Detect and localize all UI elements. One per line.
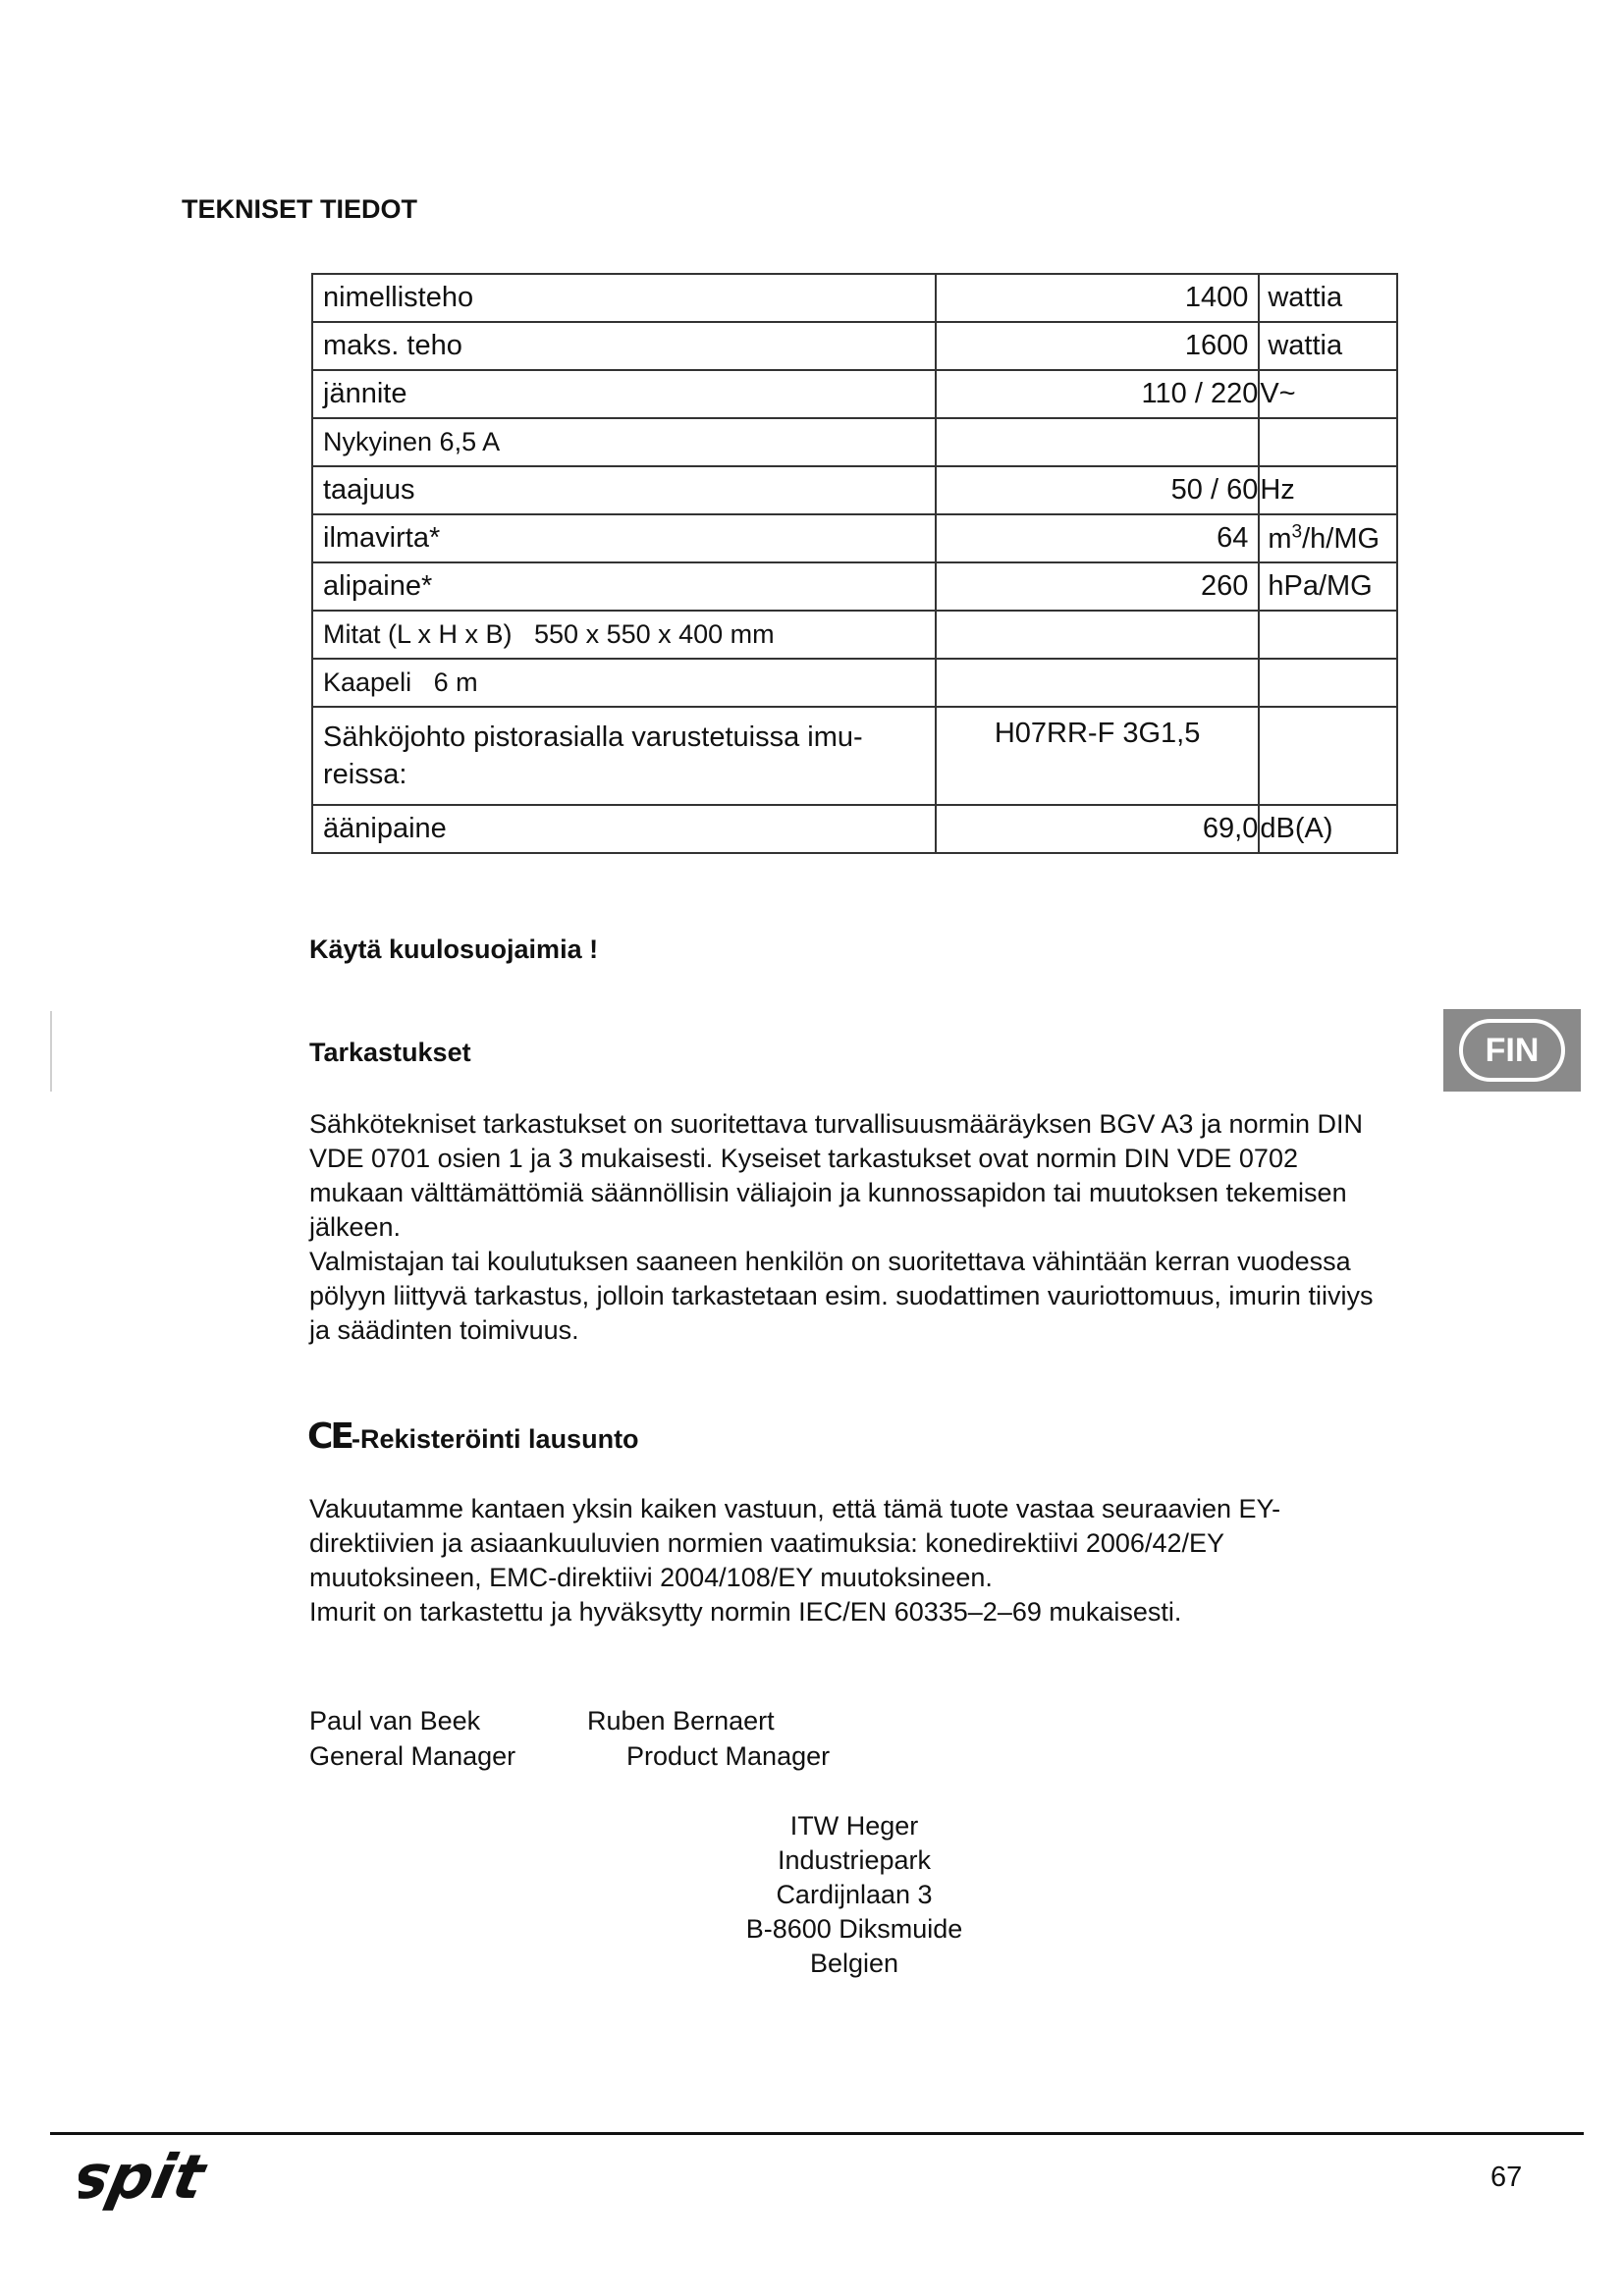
spec-value: 50 / 60 — [936, 466, 1259, 514]
spec-table — [311, 273, 1398, 854]
inspections-text-2: Valmistajan tai koulutuksen saaneen henkilön on suoritettava vähintään kerran vuodessa pölyyn liittyvä tarkastus, jolloin tarkastetaan esim. suodattimen vauriottomuus, imurin tiiviys ja säädinten toimivuus. — [309, 1247, 1374, 1345]
spec-row — [312, 370, 1397, 418]
address-line: Industriepark — [777, 1845, 932, 1875]
hearing-protection-warning: Käytä kuulosuojaimia ! — [309, 934, 599, 964]
spec-row — [312, 514, 1397, 562]
inspections-paragraph — [309, 1107, 1399, 1348]
spec-unit: dB(A) — [1259, 805, 1397, 853]
inspections-text-1: Sähkötekniset tarkastukset on suoritettava turvallisuusmääräyksen BGV A3 ja normin DIN VDE 0701 osien 1 ja 3 mukaisesti. Kyseiset tarkastukset ovat normin DIN VDE 0702 mukaan välttämättömiä säännöllisin väliajoin ja kunnossapidon tai muutoksen tekemisen jälkeen. — [309, 1109, 1363, 1242]
spec-row — [312, 466, 1397, 514]
spec-row — [312, 611, 1397, 659]
spec-label: nimellisteho — [312, 274, 936, 322]
page-number: 67 — [1490, 2162, 1523, 2193]
spec-label: maks. teho — [312, 322, 936, 370]
margin-mark — [50, 1011, 52, 1092]
address-line: B-8600 Diksmuide — [745, 1914, 963, 1944]
spec-unit: hPa/MG — [1259, 562, 1397, 611]
signatory-2-name: Ruben Bernaert — [587, 1706, 775, 1735]
ce-mark-icon: CE — [307, 1416, 352, 1457]
spec-value: 110 / 220 — [936, 370, 1259, 418]
brand-name: spit — [79, 2145, 211, 2213]
spec-row — [312, 659, 1397, 707]
spec-value — [936, 418, 1259, 466]
language-tab-label: FIN — [1459, 1019, 1565, 1082]
spec-unit — [1259, 707, 1397, 805]
spec-label: Mitat (L x H x B) 550 x 550 x 400 mm — [312, 611, 936, 659]
spit-logo-icon — [79, 2145, 216, 2218]
footer-divider — [50, 2132, 1584, 2135]
spec-value: 64 — [936, 514, 1259, 562]
spec-label: ilmavirta* — [312, 514, 936, 562]
spec-unit: Hz — [1259, 466, 1397, 514]
language-tab — [1443, 1009, 1581, 1092]
address-line: Belgien — [809, 1949, 899, 1978]
signatory-2-title: Product Manager — [626, 1741, 831, 1771]
spec-unit — [1259, 611, 1397, 659]
spec-unit: wattia — [1259, 322, 1397, 370]
declaration-title-text: -Rekisteröinti lausunto — [352, 1424, 639, 1454]
inspections-title: Tarkastukset — [309, 1038, 471, 1067]
section-title: TEKNISET TIEDOT — [182, 194, 418, 224]
spec-unit — [1259, 514, 1397, 562]
spec-label: äänipaine — [312, 805, 936, 853]
declaration-text-1: Vakuutamme kantaen yksin kaiken vastuun, että tämä tuote vastaa seuraavien EY-direktiivien ja asiaankuuluvien normien vaatimuksia: konedirektiivi 2006/42/EY muutoksineen, EMC-direktiivi 2004/108/EY muutoksineen. — [309, 1494, 1281, 1592]
spec-value: 1400 — [936, 274, 1259, 322]
spec-label: alipaine* — [312, 562, 936, 611]
address-line: ITW Heger — [789, 1811, 919, 1841]
spec-unit: V~ — [1259, 370, 1397, 418]
signatory-1-name: Paul van Beek — [309, 1706, 481, 1735]
declaration-text-2: Imurit on tarkastettu ja hyväksytty normin IEC/EN 60335–2–69 mukaisesti. — [309, 1597, 1182, 1627]
spec-row — [312, 274, 1397, 322]
spec-row — [312, 805, 1397, 853]
spec-row — [312, 322, 1397, 370]
spit-logo-graphic — [79, 2145, 216, 2214]
company-address — [687, 1809, 1021, 1981]
spec-label: Kaapeli 6 m — [312, 659, 936, 707]
spec-label: Sähköjohto pistorasialla varustetuissa imu-reissa: — [312, 707, 936, 805]
spec-unit — [1259, 659, 1397, 707]
spec-row — [312, 707, 1397, 805]
spec-row — [312, 562, 1397, 611]
spec-label: Nykyinen 6,5 A — [312, 418, 936, 466]
declaration-title — [307, 1416, 639, 1457]
spec-value — [936, 611, 1259, 659]
spec-value: H07RR-F 3G1,5 — [936, 707, 1259, 805]
signatory-1-title: General Manager — [309, 1741, 516, 1771]
address-line: Cardijnlaan 3 — [776, 1880, 933, 1909]
spec-value: 260 — [936, 562, 1259, 611]
spec-label: taajuus — [312, 466, 936, 514]
spec-row — [312, 418, 1397, 466]
unit-m3-h-mg: $m^3/h/MG$ — [1268, 521, 1380, 555]
spec-unit: wattia — [1259, 274, 1397, 322]
spec-value: 69,0 — [936, 805, 1259, 853]
spec-label: jännite — [312, 370, 936, 418]
spec-value: 1600 — [936, 322, 1259, 370]
spec-value — [936, 659, 1259, 707]
spec-unit — [1259, 418, 1397, 466]
declaration-paragraph — [309, 1492, 1399, 1629]
